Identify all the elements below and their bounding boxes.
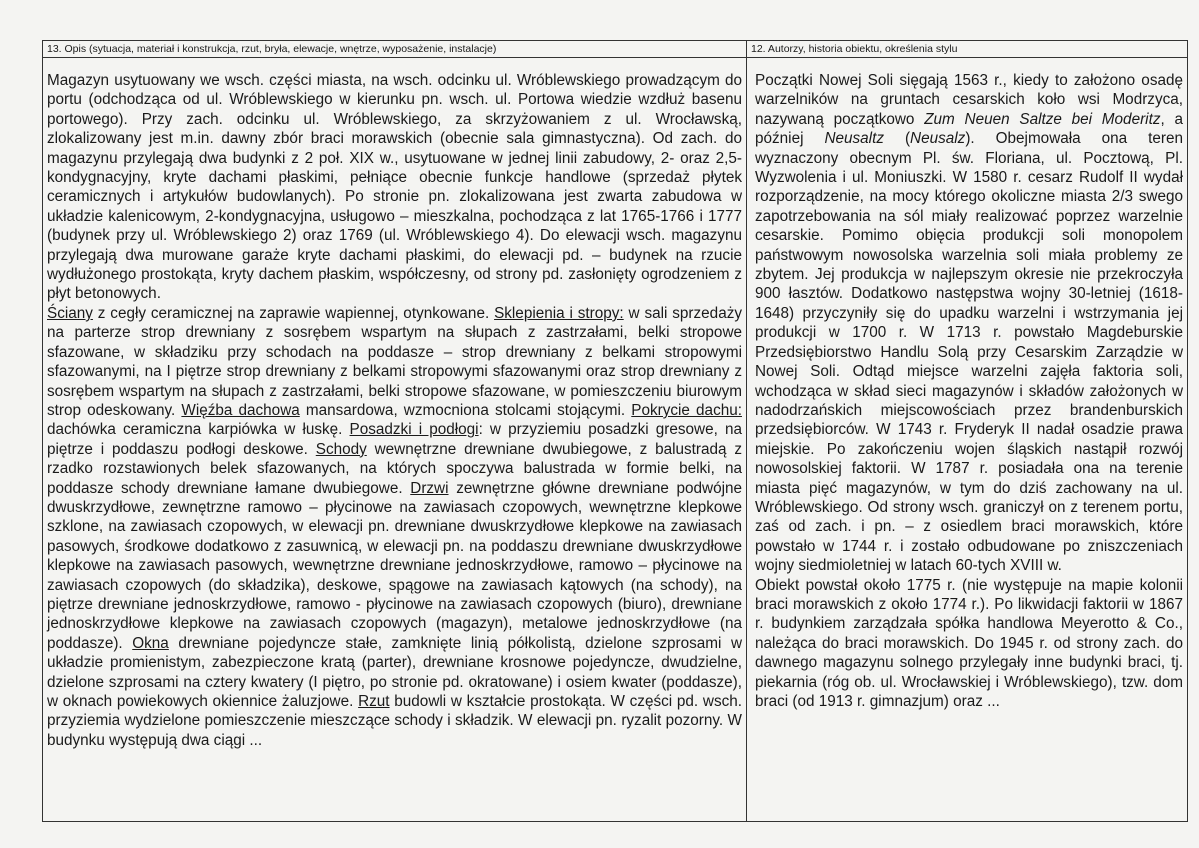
building-origin-paragraph: Obiekt powstał około 1775 r. (nie występuje na mapie kolonii braci morawskich z około 1774 r.). Po likwidacji faktorii w 1867 r. budynkiem zarządzała spółka handlowa Meyerotto & Co., należąca do braci morawskich. Do 1945 r. od strony zach. do dawnego magazynu solnego przylegały inne budynki braci, tj. piekarnia (róg ob. ul. Wrocławskiej i Wróblewskiego), tzw. dom braci (od 1913 r. gimnazjum) oraz ... (755, 576, 1183, 710)
text-run: budowli w kształcie prostokąta. W części pd. wsch. przyziemia wydzielone pomieszczenie mieszczące schody i składzik. W elewacji pn. ryzalit pozorny. W budynku występują dwa ciągi ... (47, 693, 742, 749)
section-label: Drzwi (410, 479, 449, 497)
text-run: w sali sprzedaży na parterze strop drewniany z sosrębem wspartym na słupach z zastrzałami, belki stropowe sfazowane, w składziku przy schodach na poddasze – strop drewniany z belkami stropowymi sfazowanymi, na I piętrze strop drewniany z belkami stropowymi sfazowanymi oraz strop drewniany z sosrębem wspartym na słupach z zastrzałami, belki stropowe sfazowane, w pomieszczeniu biurowym strop odeskowany. (47, 304, 742, 419)
section-label: Schody (315, 440, 367, 458)
section-label: Posadzki i podłogi (349, 421, 479, 439)
form-sheet (42, 40, 1188, 822)
historic-name: Neusaltz (824, 130, 884, 148)
section-label: Więźba dachowa (181, 401, 300, 419)
section-label: Ściany (47, 304, 93, 322)
description-header: 13. Opis (sytuacja, materiał i konstrukcja, rzut, bryła, elewacje, wnętrze, wyposażenie, instalacje) (43, 41, 746, 58)
text-run: wewnętrzne drewniane dwubiegowe, z balustradą z rzadko rozstawionych belek sfazowanych, na których spoczywa balustrada w formie belki, na poddasze schody drewniane łamane dwubiegowe. (47, 440, 742, 497)
historic-name: Zum Neuen Saltze bei Moderitz (924, 110, 1161, 128)
text-run: drewniane pojedyncze stałe, zamknięte linią półkolistą, dzielone szprosami w układzie promienistym, zabezpieczone kratą (parter), drewniane krosnowe pojedyncze, dwudzielne, dzielone szprosami na cztery kwatery (I piętro, po stronie pd. okratowane) i osiem kwater (poddasze), w oknach powiekowych okiennice żaluzjowe. (47, 634, 743, 710)
text-run: zewnętrzne główne drewniane podwójne dwuskrzydłowe, zewnętrzne ramowo – płycinowe na zawiasach czopowych, wewnętrzne klepkowe szklone, na zawiasach czopowych, w elewacji pn. drewniane dwuskrzydłowe klepkowe na zawiasach pasowych, środkowe dodatkowo z zasuwnicą, w elewacji pn. na poddaszu drewniane dwuskrzydłowe klepkowe na zawiasach pasowych, wewnętrzne drewniane jednoskrzydłowe, ramowo – płycinowe na zawiasach czopowych (do składzika), deskowe, spągowe na zawiasach kątowych (na schody), na piętrze drewniane jednoskrzydłowe, ramowo - płycinowe na zawiasach czopowych (biuro), drewniane jednoskrzydłowe klepkowe na zawiasach czopowych (magazyn), metalowe jednoskrzydłowe (na poddasze). (47, 479, 743, 652)
section-label: Rzut (358, 693, 390, 710)
text-run: : w przyziemiu posadzki gresowe, na piętrze i poddaszu podłogi deskowe. (47, 421, 742, 458)
history-paragraph (755, 71, 1183, 576)
history-header: 12. Autorzy, historia obiektu, określenia stylu (747, 41, 1187, 58)
text-run: ( (883, 130, 911, 148)
text-run: , a później (755, 110, 1183, 148)
description-column (43, 41, 747, 821)
historic-name: Neusalz (910, 130, 966, 148)
section-label: Sklepienia i stropy: (494, 304, 624, 322)
text-run: dachówka ceramiczna karpiówka w łuskę. (47, 421, 350, 439)
text-run: z cegły ceramicznej na zaprawie wapiennej, otynkowane. (92, 304, 495, 322)
text-run: mansardowa, wzmocniona stolcami stojącymi. (299, 401, 632, 419)
section-label: Pokrycie dachu: (631, 401, 742, 419)
construction-paragraph (47, 304, 742, 750)
text-run: ). Obejmowała ona teren wyznaczony obecnym Pl. św. Floriana, ul. Pocztową, Pl. Wyzwolenia i ul. Moniuszki. W 1580 r. cesarz Rudolf II wydał rozporządzenie, na mocy którego okoliczne miasta 2/3 swego zapotrzebowania na sól miały realizować poprzez warzelnie cesarskie. Pomimo obięcia produkcji soli monopolem państwowym nowosolska warzelnia soli miała problemy ze zbytem. Jej produkcja w najlepszym okresie nie przekroczyła 900 łasztów. Dodatkowo następstwa wojny 30-letniej (1618-1648) przyczyniły się do upadku warzelni i wstrzymania jej produkcji w 1700 r. W 1713 r. powstało Magdeburskie Przedsiębiorstwo Handlu Solą przy Cesarskim Zarządzie w Nowej Soli. Odtąd miejsce warzelni zajęła faktoria soli, wchodząca w skład sieci magazynów i składów założonych w nadodrzańskich miejscowościach przez brandenburskich przedsiębiorców. W 1743 r. Fryderyk II nadał osadzie prawa miejskie. Po zakończeniu wojen śląskich nastąpił rozwój nowosolskiej faktorii. W 1787 r. posiadała ona na terenie miasta pięć magazynów, w tym do dziś zachowany na ul. Wróblewskiego. Od strony wsch. graniczył on z terenem portu, zaś od zach. i pn. – z osiedlem braci morawskich, które powstało w 1744 r. i zostało odbudowane po zniszczeniach wojny siedmioletniej w latach 60-tych XVIII w. (755, 130, 1183, 575)
description-body (43, 58, 746, 750)
location-paragraph: Magazyn usytuowany we wsch. części miasta, na wsch. odcinku ul. Wróblewskiego prowadzącym do portu (odchodząca od ul. Wróblewskiego w kierunku pn. wsch. ul. Portowa wiedzie wzdłuż basenu portowego). Przy zach. odcinku ul. Wróblewskiego, za skrzyżowaniem z ul. Wrocławską, zlokalizowany jest m.in. dawny zbór braci morawskich (obecnie sala gimnastyczna). Od zach. do magazynu przylegają dwa budynki z 2 poł. XIX w., usytuowane w jednej linii zabudowy, 2- oraz 2,5-kondygnacyjny, kryte dachami płaskimi, pełniące obecnie funkcje handlowe (sprzedaż płytek ceramicznych i artykułów budowlanych). Po stronie pn. zlokalizowana jest zwarta zabudowa w układzie kalenicowym, 2-kondygnacyjna, usługowo – mieszkalna, pochodząca z lat 1765-1766 i 1777 (budynek przy ul. Wróblewskiego 2) oraz 1769 (ul. Wróblewskiego 4). Do elewacji wsch. magazynu przylegają dwa murowane garaże kryte dachami płaskimi, do elewacji pd. – budynek na rzucie wydłużonego prostokąta, kryty dachem płaskim, współczesny, od strony pd. zasłonięty ogrodzeniem z płyt betonowych. (47, 72, 742, 303)
text-run: Początki Nowej Soli sięgają 1563 r., kiedy to założono osadę warzelników na gruntach cesarskich koło wsi Modrzyca, nazywaną początkowo (755, 72, 1183, 128)
history-body (747, 58, 1187, 711)
section-label: Okna (132, 634, 169, 652)
history-column (747, 41, 1187, 821)
